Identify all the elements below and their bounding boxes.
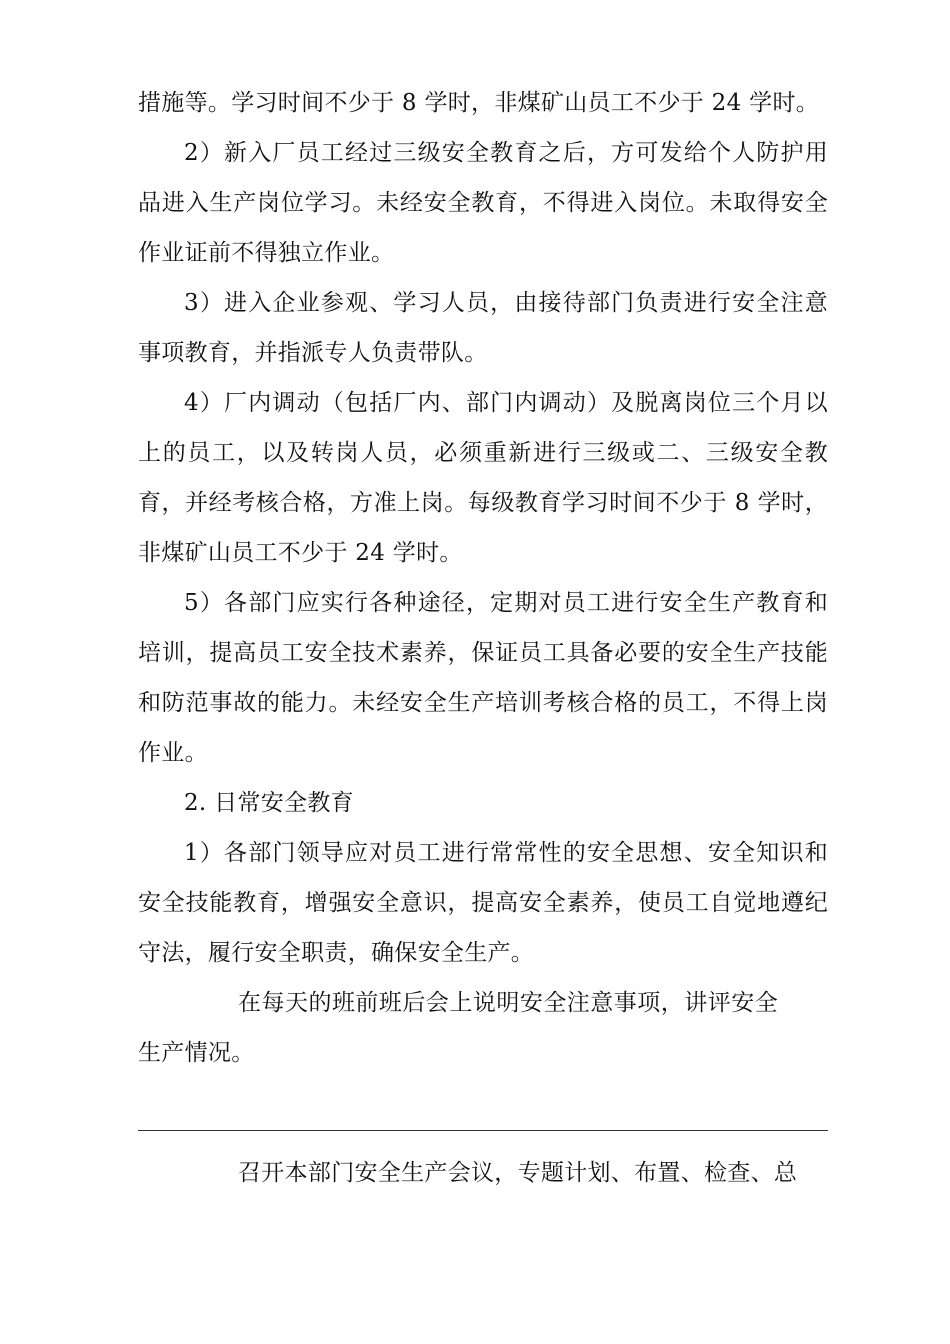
next-page-fragment [138, 1148, 828, 1198]
paragraph-3: 4）厂内调动（包括厂内、部门内调动）及脱离岗位三个月以上的员工，以及转岗人员，必须重新进行三级或二、三级安全教育，并经考核合格，方准上岗。每级教育学习时间不少于 8 学时，非煤矿山员工不少于 24 学时。 [138, 390, 828, 566]
paragraph-0: 措施等。学习时间不少于 8 学时，非煤矿山员工不少于 24 学时。 [138, 90, 820, 116]
section-heading: 2. 日常安全教育 [184, 790, 354, 816]
paragraph-2: 3）进入企业参观、学习人员，由接待部门负责进行安全注意事项教育，并指派专人负责带队。 [138, 290, 828, 366]
paragraph-1: 2）新入厂员工经过三级安全教育之后，方可发给个人防护用品进入生产岗位学习。未经安全教育，不得进入岗位。未取得安全作业证前不得独立作业。 [138, 140, 828, 266]
paragraph-6: 1）各部门领导应对员工进行常常性的安全思想、安全知识和安全技能教育，增强安全意识，提高安全素养，使员工自觉地遵纪守法，履行安全职责，确保安全生产。 [138, 840, 828, 966]
paragraph-4: 5）各部门应实行各种途径，定期对员工进行安全生产教育和培训，提高员工安全技术素养，保证员工具备必要的安全生产技能和防范事故的能力。未经安全生产培训考核合格的员工，不得上岗作业。 [138, 590, 828, 766]
paragraph-7: 在每天的班前班后会上说明安全注意事项，讲评安全生产情况。 [138, 990, 778, 1066]
document-page [138, 78, 828, 1078]
page-divider [138, 1130, 828, 1131]
next-page-paragraph: 召开本部门安全生产会议，专题计划、布置、检查、总 [238, 1160, 798, 1186]
